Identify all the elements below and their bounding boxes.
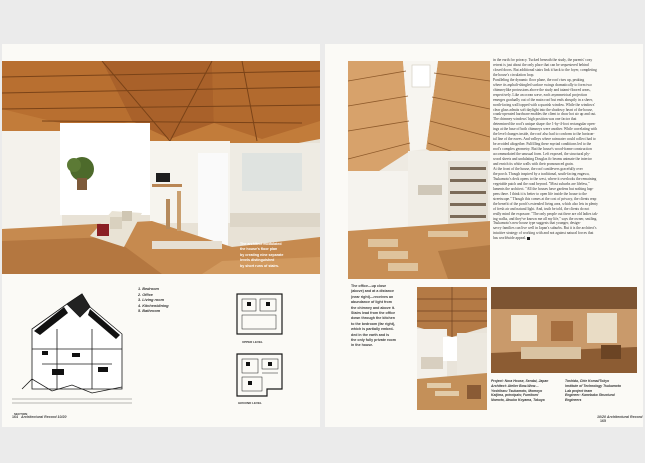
caption-line: the only fully private room [351,338,396,343]
office-caption [351,284,396,349]
body-line: closed doors. But additional stairs link it back to the foyer, completing [493,67,597,72]
article-body [493,58,598,241]
body-line-text: has worldwide appeal. [493,236,527,241]
bedroom-photo [491,287,637,373]
ground-level-label: GROUND LEVEL [238,401,262,405]
body-line: crank-operated hardware enables the client to draw hot air up and out. [493,112,597,117]
left-page [2,44,320,427]
credit-line: Institute of Technology Tsukamoto [565,383,622,388]
body-line: where its asphalt-shingled surface swings dramatically to form two [493,82,592,87]
section-label: SECTION [14,412,28,416]
legend-item: 3. Living room [138,298,164,303]
body-line: really mind the exposure. "The only people out there are old ladies tak- [493,211,599,216]
caption-line: (near right)—receives an [351,294,394,299]
caption-line: to the bedroom (far right), [351,321,396,326]
credit-line: Engineer: Kanebako Structural [565,393,615,398]
body-line: Paralleling the dynamic floor plane, the roof rises up, peaking [493,77,585,82]
right-page-number: 165 [600,419,606,423]
ground-plan-drawing [232,349,292,401]
caption-line: down through the kitchen [351,316,395,321]
left-page-number: 164 [12,415,18,419]
right-folio [597,415,643,423]
body-line: and enrich its white walls with their pronounced grain. [493,162,574,167]
caption-line: the chimney and above it. [351,305,395,310]
credits-right [565,379,621,403]
body-line: ings at the base of both chimneys were another. While correlating with [493,127,598,132]
room-legend [138,287,169,315]
body-line: ing walks, and they've known me all my life," says the owner, smiling. [493,216,598,221]
caption-line: (above) and at a distance [351,289,394,294]
caption-line: by creating nine separate [240,252,284,257]
caption-line: The architect modulated [240,242,282,246]
caption-line: The office—up close [351,284,387,288]
legend-item: 4. Kitchen/dining [138,303,169,308]
body-line: retreat is just about the only place that can be sequestered behind [493,62,589,67]
bedroom-image [491,287,637,373]
body-line: wood sheets and undulating Douglas fir beams animate the interior [493,157,592,162]
caption-line: in the house. [351,343,374,348]
body-line: clear glass admits soft daylight into the shadowy heart of the house, [493,107,593,112]
body-line: chimneylike protrusions above the study and tatami-floored areas, [493,87,591,92]
caption-line: by short runs of stairs. [240,263,279,268]
body-line: emerges gradually out of the main roof but ends abruptly in a sheer, [493,97,593,102]
body-line: At the front of the house, the roof cantilevers gracefully over [493,166,583,171]
body-line: north-facing wall topped with a quarish window. While the windows' [493,102,595,107]
body-line: tal line of the eaves. And valleys where rainwater could collect had to [493,137,596,142]
section-illustration [12,289,132,415]
caption-line: which is partially embed- [351,327,394,332]
caption-line: ded in the earth and is [351,332,390,337]
caption-line: Stairs lead from the office [351,311,396,316]
body-line: The chimney windows' high position was one factor that [493,117,577,122]
credit-line: Nomoto, Atsuko Koyama, Takuya [491,398,545,403]
attic-office-photo [348,61,490,279]
body-line: the level changes inside, the roof also had to conform to the horizon- [493,132,595,137]
body-line: in the earth for privacy. Tucked beneath the study, the parents' cozy [493,58,593,62]
body-line: the house's circulation loop. [493,72,535,77]
caption-line: levels distinguished [240,258,275,263]
upper-level-plan [232,289,287,339]
upper-plan-drawing [232,289,287,339]
body-line: the benefit of the porch's extended living area, which also lets in plenty [493,201,599,206]
right-page [325,44,643,427]
legend-item: 1. Bedroom [138,287,159,291]
credit-line: Toshida, Chie Komai/Tokyo [565,379,610,383]
body-line: roof's complex geometry. But the house's wood-frame construction [493,147,592,152]
credit-line: Architect: Atelier Bow-Wow— [491,383,539,388]
credit-line: Kaijima, principals; Fumitomi [491,393,539,398]
legend-item: 5. Bathroom [138,309,161,314]
body-line: Tsukamoto's new house type suggests that younger, design- [493,221,581,226]
body-line: intuitive strategy of working with and not against natural forces that [493,231,594,236]
left-folio-title: Architectural Record 10/20 [21,415,67,419]
upper-level-label: UPPER LEVEL [242,340,263,344]
body-line: accommodated the unusual form. Left exposed, the structural ply- [493,152,591,157]
body-line: streetscape." Though this comes at the cost of privacy, the clients reap [493,196,597,201]
legend-item: 2. Office [138,292,153,297]
end-mark-icon [527,237,530,240]
caption-line: the house's floor plan [240,247,278,252]
body-line [493,236,598,241]
attic-office-image [348,61,490,279]
body-line: be avoided altogether. Fulfilling these myriad conditions led to the [493,142,592,147]
body-line: respectively. Like an ocean wave, each asymmetrical projection [493,92,588,97]
body-line: the porch. Though inspired by a traditional, south-facing engawa, [493,171,590,176]
body-line: of fresh air and natural light. And, truth be told, the clients do not [493,206,590,211]
credit-line: Project: Nora House, Sendai, Japan [491,379,549,383]
body-line: pens there. I think it is better to open life inside the house to the [493,191,587,196]
credit-line: Yoshiharu Tsukamoto, Momoyo [491,388,543,393]
kitchen-photo [417,287,487,410]
body-line: savvy families can live well in Japan's suburbs. But it is the architect's [493,226,597,231]
right-folio-title: 10/20 Architectural Record [597,415,643,419]
body-line: determined the roof's unique shape: the 1-by-4-foot rectangular open- [493,122,596,127]
body-line: laments the architect. "All the houses have gardens but nothing hap- [493,186,594,191]
body-line: Tsukamoto's deck opens to the west, where it overlooks the remaining [493,176,597,181]
credits-left [491,379,548,403]
credit-line: Engineers [565,398,582,403]
body-line: vegetable patch and the road beyond. "Most suburbs are lifeless," [493,181,590,186]
ground-level-plan [232,349,292,401]
caption-line: abundance of light from [351,300,392,305]
kitchen-image [417,287,487,410]
left-folio [12,415,67,419]
credit-line: Lab project team [565,388,593,393]
living-room-caption [240,242,283,269]
section-drawing [12,289,132,415]
